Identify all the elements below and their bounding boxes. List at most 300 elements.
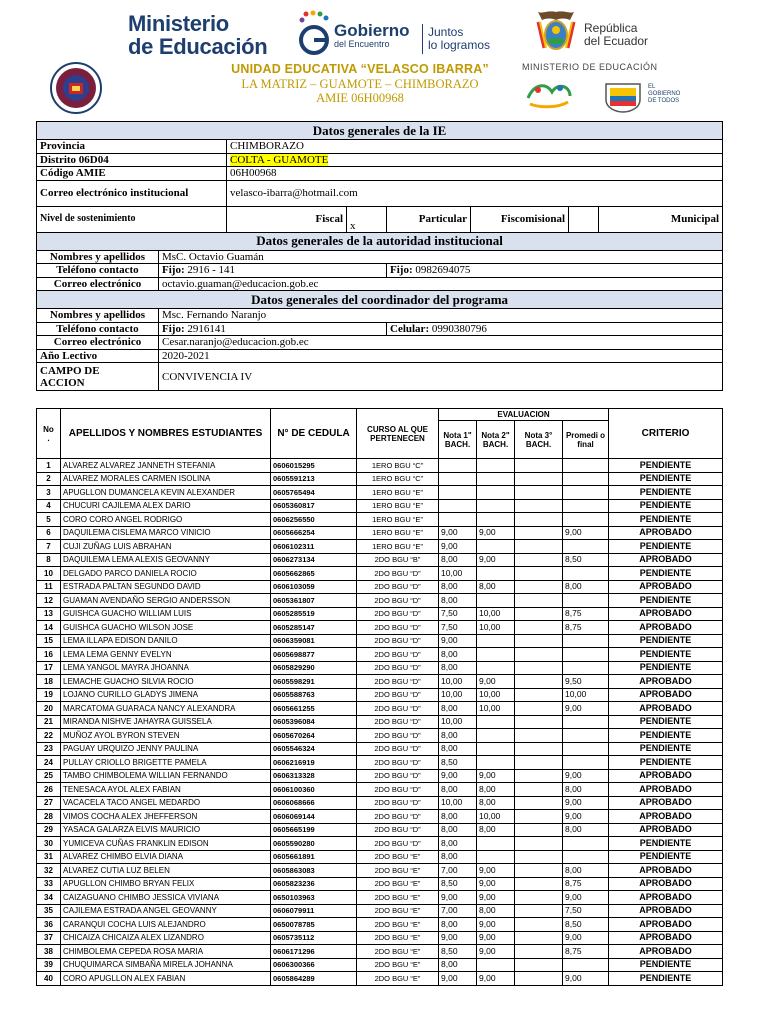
- row-number-cell: 20: [37, 702, 61, 716]
- cedula-cell: 0605829290: [271, 661, 357, 675]
- criterio-cell: PENDIENTE: [609, 472, 723, 486]
- campo-accion-label: [37, 363, 159, 391]
- criterio-cell: APROBADO: [609, 553, 723, 567]
- student-name-cell: TAMBO CHIMBOLEMA WILLIAN FERNANDO: [61, 769, 271, 783]
- nota-2-cell: 8,00: [477, 823, 515, 837]
- fiscomisional-box: [569, 206, 599, 232]
- nota-1-cell: 8,00: [439, 553, 477, 567]
- nota-1-cell: 9,00: [439, 891, 477, 905]
- curso-cell: 2DO BGU “D”: [357, 634, 439, 648]
- nota-3-cell: [515, 783, 563, 797]
- nota-2-cell: [477, 567, 515, 581]
- nota-1-cell: 9,00: [439, 540, 477, 554]
- curso-cell: 2DO BGU “D”: [357, 810, 439, 824]
- nota-2-cell: 9,00: [477, 972, 515, 986]
- nota-1-cell: 10,00: [439, 688, 477, 702]
- promedio-cell: [563, 958, 609, 972]
- matriz-line: LA MATRIZ – GUAMOTE – CHIMBORAZO: [241, 77, 479, 91]
- row-number-cell: 33: [37, 877, 61, 891]
- coordinador-nombres-label: Nombres y apellidos: [37, 309, 159, 323]
- nota-2-cell: [477, 958, 515, 972]
- curso-cell: 2DO BGU “E”: [357, 864, 439, 878]
- criterio-cell: APROBADO: [609, 796, 723, 810]
- student-name-cell: YASACA GALARZA ELVIS MAURICIO: [61, 823, 271, 837]
- distrito-label: Distrito 06D04: [37, 153, 227, 167]
- promedio-cell: [563, 756, 609, 770]
- curso-cell: 2DO BGU “D”: [357, 594, 439, 608]
- nota-3-cell: [515, 904, 563, 918]
- curso-cell: 1ERO BGU “E”: [357, 486, 439, 500]
- nota-1-cell: 8,00: [439, 580, 477, 594]
- nota-2-cell: [477, 513, 515, 527]
- distrito-highlight: COLTA - GUAMOTE: [230, 153, 329, 166]
- criterio-cell: APROBADO: [609, 877, 723, 891]
- nota-3-cell: [515, 837, 563, 851]
- curso-cell: 2DO BGU “D”: [357, 648, 439, 662]
- ministerio-strip-text: MINISTERIO DE EDUCACIÓN: [522, 62, 658, 72]
- criterio-cell: PENDIENTE: [609, 567, 723, 581]
- nota-1-cell: 10,00: [439, 567, 477, 581]
- curso-cell: 2DO BGU “D”: [357, 756, 439, 770]
- nota-2-cell: 10,00: [477, 607, 515, 621]
- gobierno-dots-icon: [298, 10, 332, 56]
- ministerio-logo-text: [128, 12, 267, 58]
- row-number-cell: 37: [37, 931, 61, 945]
- students-table: [36, 408, 723, 986]
- curso-cell: 2DO BGU “D”: [357, 607, 439, 621]
- nota-2-cell: 9,00: [477, 864, 515, 878]
- row-number-cell: 38: [37, 945, 61, 959]
- curso-cell: 1ERO BGU “E”: [357, 499, 439, 513]
- curso-cell: 2DO BGU “D”: [357, 742, 439, 756]
- autoridad-fijo-cell: [159, 264, 387, 278]
- document-header: [0, 0, 768, 118]
- row-number-cell: 3: [37, 486, 61, 500]
- curso-cell: 2DO BGU “E”: [357, 972, 439, 986]
- republica-text: [584, 22, 648, 48]
- fiscal-mark: x: [347, 206, 387, 232]
- nota-2-cell: [477, 648, 515, 662]
- student-name-cell: CHUQUIMARCA SIMBAÑA MIRELA JOHANNA: [61, 958, 271, 972]
- coordinador-celular-value: 0990380796: [431, 322, 487, 335]
- student-name-cell: CAIZAGUANO CHIMBO JESSICA VIVIANA: [61, 891, 271, 905]
- header-criterio: CRITERIO: [609, 409, 723, 459]
- gobierno-todos-line-3: DE TODOS: [648, 98, 680, 104]
- promedio-cell: [563, 742, 609, 756]
- nota-2-cell: [477, 472, 515, 486]
- nota-1-cell: 8,00: [439, 729, 477, 743]
- nota-2-cell: [477, 486, 515, 500]
- nota-2-cell: [477, 459, 515, 473]
- autoridad-correo-value: octavio.guaman@educacion.gob.ec: [159, 277, 723, 291]
- header-nota2: Nota 2" BACH.: [477, 421, 515, 459]
- nota-2-cell: 9,00: [477, 526, 515, 540]
- row-number-cell: 8: [37, 553, 61, 567]
- cedula-cell: 0605765494: [271, 486, 357, 500]
- cedula-cell: 0650103963: [271, 891, 357, 905]
- student-name-cell: DELGADO PARCO DANIELA ROCIO: [61, 567, 271, 581]
- criterio-cell: PENDIENTE: [609, 499, 723, 513]
- header-nota3: Nota 3° BACH.: [515, 421, 563, 459]
- coordinador-section-title: Datos generales del coordinador del programa: [37, 291, 723, 309]
- nota-2-cell: 9,00: [477, 675, 515, 689]
- promedio-cell: [563, 472, 609, 486]
- nota-2-cell: [477, 661, 515, 675]
- ie-section-title: Datos generales de la IE: [37, 122, 723, 140]
- nota-2-cell: 9,00: [477, 918, 515, 932]
- student-name-cell: GUISHCA GUACHO WILSON JOSE: [61, 621, 271, 635]
- promedio-cell: 9,00: [563, 972, 609, 986]
- curso-cell: 2DO BGU “D”: [357, 729, 439, 743]
- autoridad-nombres-label: Nombres y apellidos: [37, 250, 159, 264]
- student-name-cell: PAGUAY URQUIZO JENNY PAULINA: [61, 742, 271, 756]
- autoridad-fijo2-value: 0982694075: [415, 264, 471, 277]
- juntos-line-1: Juntos: [428, 25, 464, 39]
- nota-1-cell: 8,00: [439, 594, 477, 608]
- table-row: [37, 661, 723, 675]
- curso-cell: 2DO BGU “D”: [357, 675, 439, 689]
- criterio-cell: APROBADO: [609, 675, 723, 689]
- table-row: [37, 675, 723, 689]
- ecuador-coat-of-arms-icon: [532, 8, 580, 54]
- curso-cell: 2DO BGU “E”: [357, 891, 439, 905]
- cedula-cell: 0605285147: [271, 621, 357, 635]
- table-row: [37, 810, 723, 824]
- nota-1-cell: 8,00: [439, 810, 477, 824]
- coordinador-telefono-label: Teléfono contacto: [37, 322, 159, 336]
- nota-1-cell: 10,00: [439, 675, 477, 689]
- nota-1-cell: 9,00: [439, 769, 477, 783]
- student-name-cell: ALVAREZ CHIMBO ELVIA DIANA: [61, 850, 271, 864]
- promedio-cell: 9,00: [563, 702, 609, 716]
- criterio-cell: APROBADO: [609, 823, 723, 837]
- curso-cell: 2DO BGU “D”: [357, 621, 439, 635]
- amie-value: 06H00968: [227, 167, 723, 181]
- ministerio-line-2: de Educación: [128, 34, 268, 59]
- curso-cell: 2DO BGU “E”: [357, 958, 439, 972]
- promedio-cell: 8,75: [563, 877, 609, 891]
- school-location: [190, 77, 530, 105]
- nota-1-cell: [439, 499, 477, 513]
- nota-1-cell: 8,50: [439, 945, 477, 959]
- nota-3-cell: [515, 594, 563, 608]
- row-number-cell: 1: [37, 459, 61, 473]
- juntos-text: [428, 26, 490, 52]
- nota-2-cell: 10,00: [477, 810, 515, 824]
- row-number-cell: 25: [37, 769, 61, 783]
- row-number-cell: 30: [37, 837, 61, 851]
- coordinador-fijo-cell: [159, 322, 387, 336]
- criterio-cell: PENDIENTE: [609, 594, 723, 608]
- nota-3-cell: [515, 486, 563, 500]
- curso-cell: 2DO BGU “E”: [357, 850, 439, 864]
- row-number-cell: 22: [37, 729, 61, 743]
- table-row: [37, 459, 723, 473]
- cedula-cell: 0605360817: [271, 499, 357, 513]
- cedula-cell: 0606313328: [271, 769, 357, 783]
- nota-3-cell: [515, 580, 563, 594]
- nota-3-cell: [515, 931, 563, 945]
- provincia-label: Provincia: [37, 140, 227, 154]
- student-name-cell: TENESACA AYOL ALEX FABIAN: [61, 783, 271, 797]
- nota-3-cell: [515, 499, 563, 513]
- cedula-cell: 0605823236: [271, 877, 357, 891]
- student-name-cell: ALVAREZ CUTIA LUZ BELEN: [61, 864, 271, 878]
- cedula-cell: 0605662865: [271, 567, 357, 581]
- table-row: [37, 958, 723, 972]
- cedula-cell: 0605591213: [271, 472, 357, 486]
- promedio-cell: 9,50: [563, 675, 609, 689]
- nota-1-cell: 10,00: [439, 796, 477, 810]
- nota-3-cell: [515, 972, 563, 986]
- promedio-cell: [563, 661, 609, 675]
- autoridad-fijo-label: Fijo:: [162, 264, 185, 277]
- coordinador-correo-value: Cesar.naranjo@educacion.gob.ec: [159, 336, 723, 350]
- criterio-cell: APROBADO: [609, 607, 723, 621]
- table-row: [37, 729, 723, 743]
- row-number-cell: 24: [37, 756, 61, 770]
- nota-2-cell: [477, 837, 515, 851]
- municipal-label: Municipal: [599, 206, 723, 232]
- header-cedula: N° DE CEDULA: [271, 409, 357, 459]
- nota-2-cell: [477, 634, 515, 648]
- table-row: [37, 972, 723, 986]
- curso-cell: 2DO BGU “E”: [357, 904, 439, 918]
- nota-1-cell: 8,00: [439, 850, 477, 864]
- gobierno-de-todos-text: [648, 84, 680, 105]
- promedio-cell: 8,00: [563, 783, 609, 797]
- curso-cell: 2DO BGU “D”: [357, 837, 439, 851]
- row-number-cell: 36: [37, 918, 61, 932]
- nota-3-cell: [515, 796, 563, 810]
- curso-cell: 1ERO BGU “E”: [357, 540, 439, 554]
- autoridad-correo-label: Correo electrónico: [37, 277, 159, 291]
- nota-3-cell: [515, 607, 563, 621]
- cedula-cell: 0606256550: [271, 513, 357, 527]
- promedio-cell: [563, 540, 609, 554]
- table-row: [37, 918, 723, 932]
- correo-institucional-label: Correo electrónico institucional: [37, 180, 227, 206]
- student-name-cell: PULLAY CRIOLLO BRIGETTE PAMELA: [61, 756, 271, 770]
- nota-3-cell: [515, 540, 563, 554]
- criterio-cell: APROBADO: [609, 783, 723, 797]
- table-row: [37, 769, 723, 783]
- cedula-cell: 0605661255: [271, 702, 357, 716]
- nota-1-cell: 10,00: [439, 715, 477, 729]
- row-number-cell: 29: [37, 823, 61, 837]
- table-row: [37, 796, 723, 810]
- table-row: [37, 607, 723, 621]
- nota-1-cell: 8,00: [439, 823, 477, 837]
- republica-line-1: República: [584, 21, 638, 35]
- nota-3-cell: [515, 661, 563, 675]
- nota-1-cell: 8,50: [439, 756, 477, 770]
- row-number-cell: 28: [37, 810, 61, 824]
- student-name-cell: MUÑOZ AYOL BYRON STEVEN: [61, 729, 271, 743]
- student-name-cell: CHUCURI CAJILEMA ALEX DARIO: [61, 499, 271, 513]
- nota-3-cell: [515, 513, 563, 527]
- row-number-cell: 40: [37, 972, 61, 986]
- nota-3-cell: [515, 634, 563, 648]
- curso-cell: 2DO BGU “D”: [357, 715, 439, 729]
- gobierno-word: Gobierno: [334, 21, 410, 40]
- row-number-cell: 39: [37, 958, 61, 972]
- promedio-cell: 9,00: [563, 891, 609, 905]
- criterio-cell: PENDIENTE: [609, 661, 723, 675]
- provincia-value: CHIMBORAZO: [227, 140, 723, 154]
- nota-1-cell: 8,00: [439, 958, 477, 972]
- nota-3-cell: [515, 742, 563, 756]
- curso-cell: 2DO BGU “D”: [357, 567, 439, 581]
- promedio-cell: 8,75: [563, 607, 609, 621]
- cedula-cell: 0605590280: [271, 837, 357, 851]
- cedula-cell: 0606102311: [271, 540, 357, 554]
- nota-1-cell: 9,00: [439, 972, 477, 986]
- cedula-cell: 0605863083: [271, 864, 357, 878]
- table-row: [37, 553, 723, 567]
- nota-2-cell: 10,00: [477, 621, 515, 635]
- row-number-cell: 4: [37, 499, 61, 513]
- student-name-cell: GUISHCA GUACHO WILLIAM LUIS: [61, 607, 271, 621]
- nota-3-cell: [515, 472, 563, 486]
- nota-3-cell: [515, 715, 563, 729]
- criterio-cell: APROBADO: [609, 810, 723, 824]
- header-curso: CURSO AL QUE PERTENECEN: [357, 409, 439, 459]
- row-number-cell: 34: [37, 891, 61, 905]
- promedio-cell: [563, 459, 609, 473]
- curso-cell: 2DO BGU “E”: [357, 945, 439, 959]
- student-name-cell: MARCATOMA GUARACA NANCY ALEXANDRA: [61, 702, 271, 716]
- cedula-cell: 0605670264: [271, 729, 357, 743]
- header-promedio: Promedi o final: [563, 421, 609, 459]
- nota-2-cell: [477, 715, 515, 729]
- coordinador-fijo-label: Fijo:: [162, 322, 185, 335]
- curso-cell: 1ERO BGU “C”: [357, 472, 439, 486]
- curso-cell: 2DO BGU “E”: [357, 918, 439, 932]
- student-name-cell: CUJI ZUÑAG LUIS ABRAHAN: [61, 540, 271, 554]
- promedio-cell: 10,00: [563, 688, 609, 702]
- coordinador-celular-label: Celular:: [390, 322, 430, 335]
- cedula-cell: 0605285519: [271, 607, 357, 621]
- criterio-cell: APROBADO: [609, 526, 723, 540]
- cedula-cell: 0605588763: [271, 688, 357, 702]
- promedio-cell: 9,00: [563, 769, 609, 783]
- campo-label-line-1: CAMPO DE: [40, 364, 100, 377]
- header-no-dot: .: [47, 433, 50, 443]
- table-row: [37, 837, 723, 851]
- curso-cell: 2DO BGU “D”: [357, 796, 439, 810]
- criterio-cell: PENDIENTE: [609, 729, 723, 743]
- distrito-value: [227, 153, 723, 167]
- table-row: [37, 513, 723, 527]
- nota-1-cell: [439, 486, 477, 500]
- nota-1-cell: 8,00: [439, 918, 477, 932]
- row-number-cell: 14: [37, 621, 61, 635]
- promedio-cell: 8,00: [563, 864, 609, 878]
- row-number-cell: 6: [37, 526, 61, 540]
- cedula-cell: 0606103059: [271, 580, 357, 594]
- nota-1-cell: 9,00: [439, 931, 477, 945]
- gobierno-divider: [422, 24, 423, 54]
- table-row: [37, 621, 723, 635]
- campo-label-line-2: ACCION: [40, 376, 85, 389]
- row-number-cell: 32: [37, 864, 61, 878]
- row-number-cell: 18: [37, 675, 61, 689]
- row-number-cell: 31: [37, 850, 61, 864]
- table-row: [37, 715, 723, 729]
- table-row: [37, 634, 723, 648]
- row-number-cell: 13: [37, 607, 61, 621]
- nota-3-cell: [515, 648, 563, 662]
- nota-1-cell: 7,00: [439, 904, 477, 918]
- table-row: [37, 931, 723, 945]
- table-row: [37, 864, 723, 878]
- promedio-cell: 8,75: [563, 945, 609, 959]
- students-table-header: [37, 409, 723, 459]
- cedula-cell: 0606068666: [271, 796, 357, 810]
- curso-cell: 2DO BGU “D”: [357, 580, 439, 594]
- table-row: [37, 783, 723, 797]
- row-number-cell: 27: [37, 796, 61, 810]
- row-number-cell: 21: [37, 715, 61, 729]
- row-number-cell: 5: [37, 513, 61, 527]
- promedio-cell: 9,00: [563, 931, 609, 945]
- student-name-cell: CORO CORO ANGEL RODRIGO: [61, 513, 271, 527]
- cedula-cell: 0605361807: [271, 594, 357, 608]
- nota-3-cell: [515, 526, 563, 540]
- cedula-cell: 0606273134: [271, 553, 357, 567]
- curso-cell: 2DO BGU “D”: [357, 823, 439, 837]
- student-name-cell: VACACELA TACO ANGEL MEDARDO: [61, 796, 271, 810]
- student-name-cell: LEMA LEMA GENNY EVELYN: [61, 648, 271, 662]
- nota-2-cell: 8,00: [477, 783, 515, 797]
- student-name-cell: VIMOS COCHA ALEX JHEFFERSON: [61, 810, 271, 824]
- nota-1-cell: 8,00: [439, 742, 477, 756]
- student-name-cell: DAQUILEMA LEMA ALEXIS GEOVANNY: [61, 553, 271, 567]
- table-row: [37, 526, 723, 540]
- cedula-cell: 0605396084: [271, 715, 357, 729]
- table-row: [37, 756, 723, 770]
- promedio-cell: [563, 850, 609, 864]
- student-name-cell: GUAMAN AVENDAÑO SERGIO ANDERSSON: [61, 594, 271, 608]
- nota-2-cell: 8,00: [477, 904, 515, 918]
- student-name-cell: ALVAREZ ALVAREZ JANNETH STEFANIA: [61, 459, 271, 473]
- criterio-cell: APROBADO: [609, 918, 723, 932]
- nota-2-cell: [477, 850, 515, 864]
- criterio-cell: PENDIENTE: [609, 958, 723, 972]
- nota-2-cell: 9,00: [477, 877, 515, 891]
- table-row: [37, 567, 723, 581]
- student-name-cell: CHIMBOLEMA CEPEDA ROSA MARIA: [61, 945, 271, 959]
- student-name-cell: MIRANDA NISHVE JAHAYRA GUISSELA: [61, 715, 271, 729]
- autoridad-fijo-value: 2916 - 141: [187, 264, 236, 277]
- promedio-cell: 7,50: [563, 904, 609, 918]
- promedio-cell: [563, 486, 609, 500]
- nota-3-cell: [515, 918, 563, 932]
- header-no-text: No: [43, 424, 54, 434]
- amie-line: AMIE 06H00968: [316, 91, 404, 105]
- promedio-cell: 8,00: [563, 823, 609, 837]
- criterio-cell: APROBADO: [609, 864, 723, 878]
- row-number-cell: 16: [37, 648, 61, 662]
- row-number-cell: 35: [37, 904, 61, 918]
- gobierno-text: [334, 22, 410, 49]
- nota-2-cell: 9,00: [477, 945, 515, 959]
- table-row: [37, 486, 723, 500]
- autoridad-fijo2-cell: [387, 264, 723, 278]
- criterio-cell: APROBADO: [609, 891, 723, 905]
- student-name-cell: APUGLLON CHIMBO BRYAN FELIX: [61, 877, 271, 891]
